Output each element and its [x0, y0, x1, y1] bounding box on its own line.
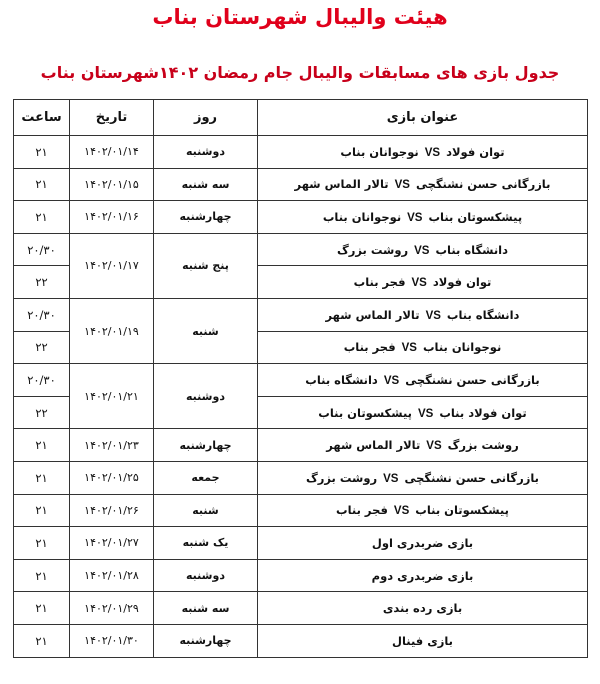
date-cell: ۱۴۰۲/۰۱/۱۴ — [70, 136, 154, 169]
match-cell — [258, 233, 588, 266]
header-game: عنوان بازی — [258, 100, 588, 136]
home-team: نوجوانان بناب — [422, 340, 502, 355]
table-row — [14, 233, 588, 266]
header-date: تاریخ — [70, 100, 154, 136]
home-team: توان فولاد — [432, 275, 492, 290]
vs-label: VS — [411, 277, 427, 290]
vs-label: VS — [414, 244, 430, 257]
vs-label: VS — [393, 505, 410, 518]
date-cell: ۱۴۰۲/۰۱/۲۵ — [70, 461, 154, 494]
away-team: نوجوانان بناب — [340, 144, 419, 159]
vs-label: VS — [407, 211, 423, 224]
time-cell: ۲۱ — [14, 429, 70, 462]
time-cell: ۲۱ — [14, 168, 70, 201]
vs-label: VS — [424, 146, 441, 159]
header-day: روز — [154, 100, 258, 136]
match-cell: بازی ضربدری دوم — [258, 559, 588, 592]
match-cell — [258, 364, 588, 397]
vs-label: VS — [383, 374, 400, 387]
date-cell: ۱۴۰۲/۰۱/۲۱ — [70, 364, 154, 429]
day-cell: جمعه — [154, 461, 258, 494]
home-team: دانشگاه بناب — [435, 242, 509, 257]
time-cell: ۲۱ — [14, 559, 70, 592]
home-team: توان فولاد بناب — [439, 405, 527, 420]
table-row — [14, 429, 588, 462]
vs-label: VS — [417, 407, 434, 420]
page-title: هیئت والیبال شهرستان بناب — [152, 5, 448, 29]
day-cell: شنبه — [154, 298, 258, 363]
match-cell — [258, 396, 588, 429]
vs-label: VS — [383, 472, 399, 485]
date-cell: ۱۴۰۲/۰۱/۱۶ — [70, 201, 154, 234]
time-cell: ۲۲ — [14, 266, 70, 299]
day-cell: یک شنبه — [154, 527, 258, 560]
away-team: نوجوانان بناب — [322, 209, 402, 224]
page-subtitle: جدول بازی های مسابقات والیبال جام رمضان ۱۴۰۲شهرستان بناب — [40, 63, 560, 82]
time-cell: ۲۲ — [14, 331, 70, 364]
home-team: بازرگانی حسن نشنگچی — [405, 372, 540, 387]
date-cell: ۱۴۰۲/۰۱/۱۹ — [70, 298, 154, 363]
date-cell: ۱۴۰۲/۰۱/۲۶ — [70, 494, 154, 527]
time-cell: ۲۱ — [14, 201, 70, 234]
day-cell: چهارشنبه — [154, 429, 258, 462]
date-cell: ۱۴۰۲/۰۱/۲۸ — [70, 559, 154, 592]
match-cell — [258, 201, 588, 234]
time-cell: ۲۲ — [14, 396, 70, 429]
match-cell — [258, 136, 588, 169]
date-cell: ۱۴۰۲/۰۱/۱۷ — [70, 233, 154, 298]
date-cell: ۱۴۰۲/۰۱/۳۰ — [70, 624, 154, 657]
match-cell: بازی فینال — [258, 624, 588, 657]
table-row — [14, 494, 588, 527]
match-cell — [258, 298, 588, 331]
date-cell: ۱۴۰۲/۰۱/۲۹ — [70, 592, 154, 625]
header-row — [14, 100, 588, 136]
home-team: دانشگاه بناب — [446, 307, 520, 322]
time-cell: ۲۱ — [14, 624, 70, 657]
home-team: روشت بزرگ — [447, 438, 519, 453]
day-cell: چهارشنبه — [154, 201, 258, 234]
match-cell: بازی رده بندی — [258, 592, 588, 625]
day-cell: چهارشنبه — [154, 624, 258, 657]
match-cell — [258, 168, 588, 201]
day-cell: سه شنبه — [154, 168, 258, 201]
away-team: تالار الماس شهر — [326, 438, 421, 453]
day-cell: شنبه — [154, 494, 258, 527]
away-team: روشت بزرگ — [306, 470, 378, 485]
away-team: تالار الماس شهر — [294, 177, 389, 192]
vs-label: VS — [425, 309, 441, 322]
match-cell — [258, 429, 588, 462]
match-cell — [258, 461, 588, 494]
time-cell: ۲۱ — [14, 527, 70, 560]
home-team: توان فولاد — [446, 144, 505, 159]
match-cell — [258, 494, 588, 527]
day-cell: دوشنبه — [154, 364, 258, 429]
date-cell: ۱۴۰۲/۰۱/۲۳ — [70, 429, 154, 462]
time-cell: ۲۱ — [14, 461, 70, 494]
table-row — [14, 527, 588, 560]
time-cell: ۲۱ — [14, 592, 70, 625]
day-cell: سه شنبه — [154, 592, 258, 625]
time-cell: ۲۰/۳۰ — [14, 364, 70, 397]
away-team: فجر بناب — [353, 275, 406, 290]
table-row — [14, 168, 588, 201]
home-team: بازرگانی حسن نشنگچی — [415, 177, 551, 192]
match-cell — [258, 266, 588, 299]
away-team: روشت بزرگ — [336, 242, 409, 257]
date-cell: ۱۴۰۲/۰۱/۲۷ — [70, 527, 154, 560]
match-cell — [258, 331, 588, 364]
away-team: دانشگاه بناب — [305, 372, 378, 387]
home-team: پیشکسوتان بناب — [428, 209, 523, 224]
home-team: بازرگانی حسن نشنگچی — [404, 470, 539, 485]
away-team: تالار الماس شهر — [325, 307, 420, 322]
schedule-table — [13, 99, 588, 658]
table-row — [14, 298, 588, 331]
home-team: پیشکسوتان بناب — [415, 503, 509, 518]
match-cell: بازی ضربدری اول — [258, 527, 588, 560]
table-row — [14, 559, 588, 592]
table-row — [14, 461, 588, 494]
day-cell: پنج شنبه — [154, 233, 258, 298]
table-row — [14, 364, 588, 397]
away-team: پیشکسوتان بناب — [318, 405, 412, 420]
table-row — [14, 592, 588, 625]
date-cell: ۱۴۰۲/۰۱/۱۵ — [70, 168, 154, 201]
day-cell: دوشنبه — [154, 559, 258, 592]
time-cell: ۲۱ — [14, 494, 70, 527]
vs-label: VS — [426, 440, 442, 453]
vs-label: VS — [401, 342, 417, 355]
vs-label: VS — [394, 179, 410, 192]
away-team: فجر بناب — [343, 340, 396, 355]
table-row — [14, 624, 588, 657]
header-time: ساعت — [14, 100, 70, 136]
time-cell: ۲۱ — [14, 136, 70, 169]
time-cell: ۲۰/۳۰ — [14, 298, 70, 331]
table-row — [14, 136, 588, 169]
time-cell: ۲۰/۳۰ — [14, 233, 70, 266]
away-team: فجر بناب — [336, 503, 388, 518]
table-row — [14, 201, 588, 234]
day-cell: دوشنبه — [154, 136, 258, 169]
